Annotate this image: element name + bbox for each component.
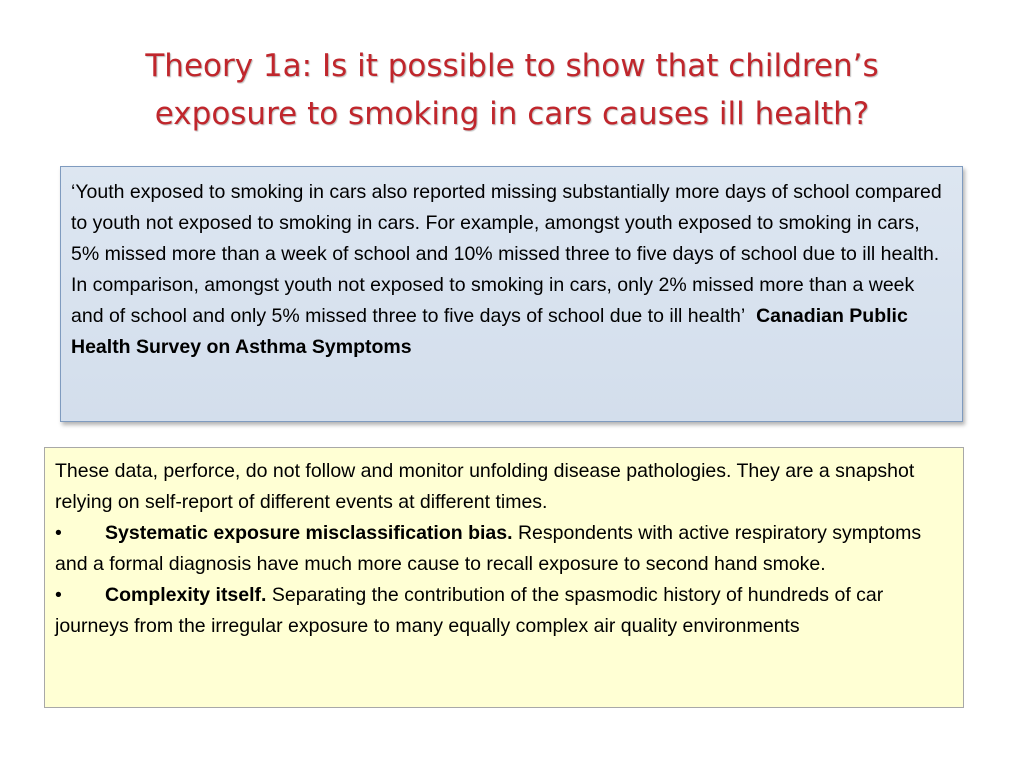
bullet-text: Respondents with active respiratory symptoms and a formal diagnosis have much more cause to recall exposure to second hand smoke. bbox=[55, 522, 922, 575]
slide-title-line-1: Theory 1a: Is it possible to show that children’s bbox=[145, 48, 879, 84]
notes-box bbox=[44, 447, 964, 708]
quote-box bbox=[60, 166, 963, 422]
quote-source: Canadian Public Health Survey on Asthma Symptoms bbox=[71, 305, 908, 358]
bullet-text: Separating the contribution of the spasmodic history of hundreds of car journeys from the irregular exposure to many equally complex air quality environments bbox=[55, 584, 884, 637]
bullet-lead: Systematic exposure misclassification bias. bbox=[105, 522, 513, 544]
quote-text: ‘Youth exposed to smoking in cars also reported missing substantially more days of school compared to youth not exposed to smoking in cars. For example, amongst youth exposed to smoking in cars, 5% missed more than a week of school and 10% missed three to five days of school due to ill health. In comparison, amongst youth not exposed to smoking in cars, only 2% missed more than a week and of school and only 5% missed three to five days of school due to ill health’ bbox=[71, 181, 942, 327]
bullet-icon: • bbox=[55, 522, 62, 544]
notes-bullet-item bbox=[55, 580, 953, 642]
notes-intro: These data, perforce, do not follow and monitor unfolding disease pathologies. They are a snapshot relying on self-report of different events at different times. bbox=[55, 460, 915, 513]
bullet-lead: Complexity itself. bbox=[105, 584, 267, 606]
slide-title bbox=[40, 42, 984, 138]
bullet-icon: • bbox=[55, 584, 62, 606]
notes-bullet-item bbox=[55, 518, 953, 580]
slide-title-line-2: exposure to smoking in cars causes ill health? bbox=[154, 96, 870, 132]
